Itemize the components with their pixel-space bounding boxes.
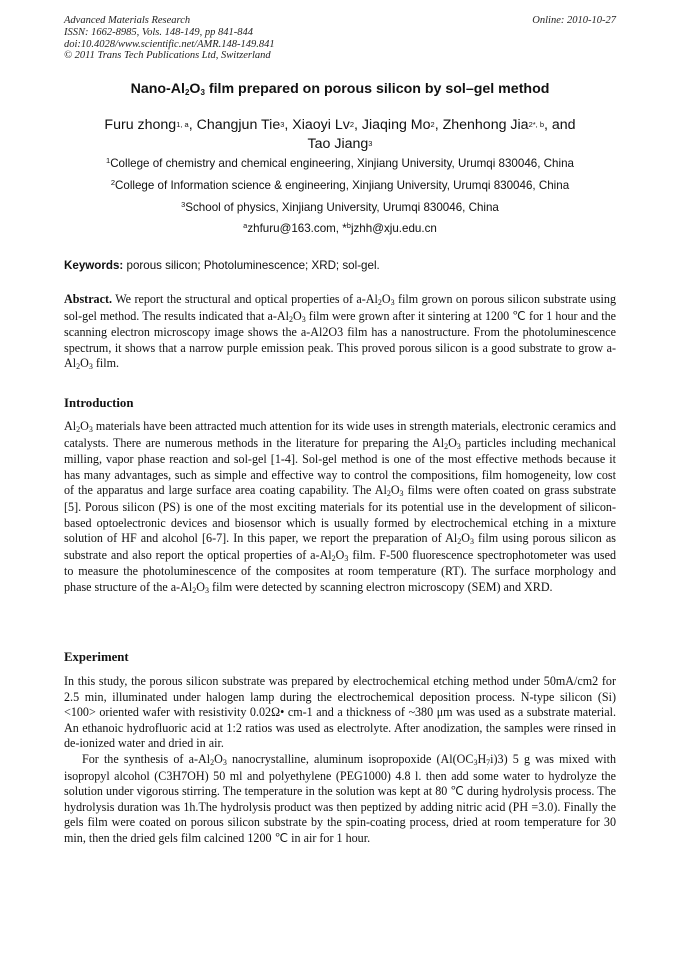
experiment-paragraph-1: In this study, the porous silicon substrate was prepared by electrochemical etching method under 50mA/cm2 for 2.5 min, illuminated under halogen lamp during the electrochemical deposition process. N-type silicon (Si) <100> oriented wafer with resistivity 0.02Ω• cm-1 and a thickness of ~380 μm was used as a substrate material. An ethanoic hydrofluoric acid at 1:2 ratios was used as electrolyte. After anodization, the samples were rinsed in de-ionized water and dried in air. (64, 674, 616, 751)
journal-name: Advanced Materials Research (64, 15, 191, 26)
author-emails: $^a$zhfuru@163.com, *$^b$jzhh@xju.edu.cn (243, 221, 437, 235)
affiliation-1: $^1$College of chemistry and chemical engineering, Xinjiang University, Urumqi 830046, China (106, 156, 574, 170)
experiment-paragraph-2: For the synthesis of $a-Al_2O_3$ nanocrystalline, aluminum isopropoxide $(Al(OC_3H_7i)3)$ 5 g was mixed with isopropyl alcohol (C3H7OH) 50 ml and polyethylene (PEG1000) 4.8 l. then add some water to hydrolyze the solution under vigorous stirring. The temperature in the solution was kept at 80 ℃ during hydrolysis process. The hydrolysis duration was 1h.The hydrolysis product was then peptized by adding nitric acid (PH =3.0). Finally the gels film were coated on porous silicon substrate by the spin-coating process, dried at room temperature for 30 min, then the dried gels film calcined 1200 ℃ in air for 1 hour. (64, 752, 616, 845)
affiliation-2: $^2$College of Information science & engineering, Xinjiang University, Urumqi 830046, China (110, 178, 570, 192)
online-date: Online: 2010-10-27 (532, 15, 616, 26)
paper-title: Nano-$Al_2O_3$ film prepared on porous silicon by sol–gel method (130, 81, 550, 97)
keywords: Keywords: porous silicon; Photoluminescence; XRD; sol-gel. (64, 259, 380, 272)
introduction-heading: Introduction (64, 396, 134, 410)
introduction-text: $Al_2O_3$ materials have been attracted much attention for its wide uses in strength materials, electronic ceramics and catalysts. There are numerous methods in the literature for preparing the $Al_2O_3$ particles including mechanical milling, vapor phase reaction and sol-gel [1-4]. Sol-gel method is one of the most effective methods because it has many advantages, such as simple and effective way to control the compositions, film homogeneity, low cost of the apparatus and large surface area coating capability. The $Al_2O_3$ films were often coated on grass substrate [5]. Porous silicon (PS) is one of the most exciting materials for its potential use in the development of silicon-based optoelectronic devices and biosensor which is usually formed by electrochemical etching in a mixture solution of HF and alcohol [6-7]. In this paper, we report the preparation of $Al_2O_3$ film using porous silicon as substrate and also report the optical properties of $a-Al_2O_3$ film. F-500 fluorescence spectrophotometer was used to measure the photoluminescence of the composites at room temperature (RT). The surface morphology and phase structure of the $a-Al_2O_3$ film were detected by scanning electron microscopy (SEM) and XRD. (64, 419, 617, 595)
journal-issn: ISSN: 1662-8985, Vols. 148-149, pp 841-844 (64, 26, 253, 38)
author-list: Furu zhong$^{1, a}$, Changjun Tie$^3$, Xiaoyi Lv$^2$, Jiaqing Mo$^2$, Zhenhong Jia$^{2*, b}$, and Tao Jiang$^3$ (104, 117, 576, 152)
journal-doi: doi:10.4028/www.scientific.net/AMR.148-149.841 (64, 38, 275, 50)
experiment-heading: Experiment (64, 650, 129, 664)
journal-copyright: © 2011 Trans Tech Publications Ltd, Switzerland (64, 50, 271, 62)
affiliation-3: $^3$School of physics, Xinjiang University, Urumqi 830046, China (181, 200, 499, 214)
abstract: Abstract. We report the structural and optical properties of $a-Al_2O_3$ film grown on porous silicon substrate using sol-gel method. The results indicated that $a-Al_2O_3$ film were grown after it sintering at 1200 ℃ for 1 hour and the scanning electron microscopy image shows the a-Al2O3 film has a nanostructure. From the photoluminescence spectrum, it shows that a narrow purple emission peak. This proved porous silicon is a good substrate to grow $a-Al_2O_3$ film. (64, 292, 617, 372)
journal-header (64, 15, 616, 62)
